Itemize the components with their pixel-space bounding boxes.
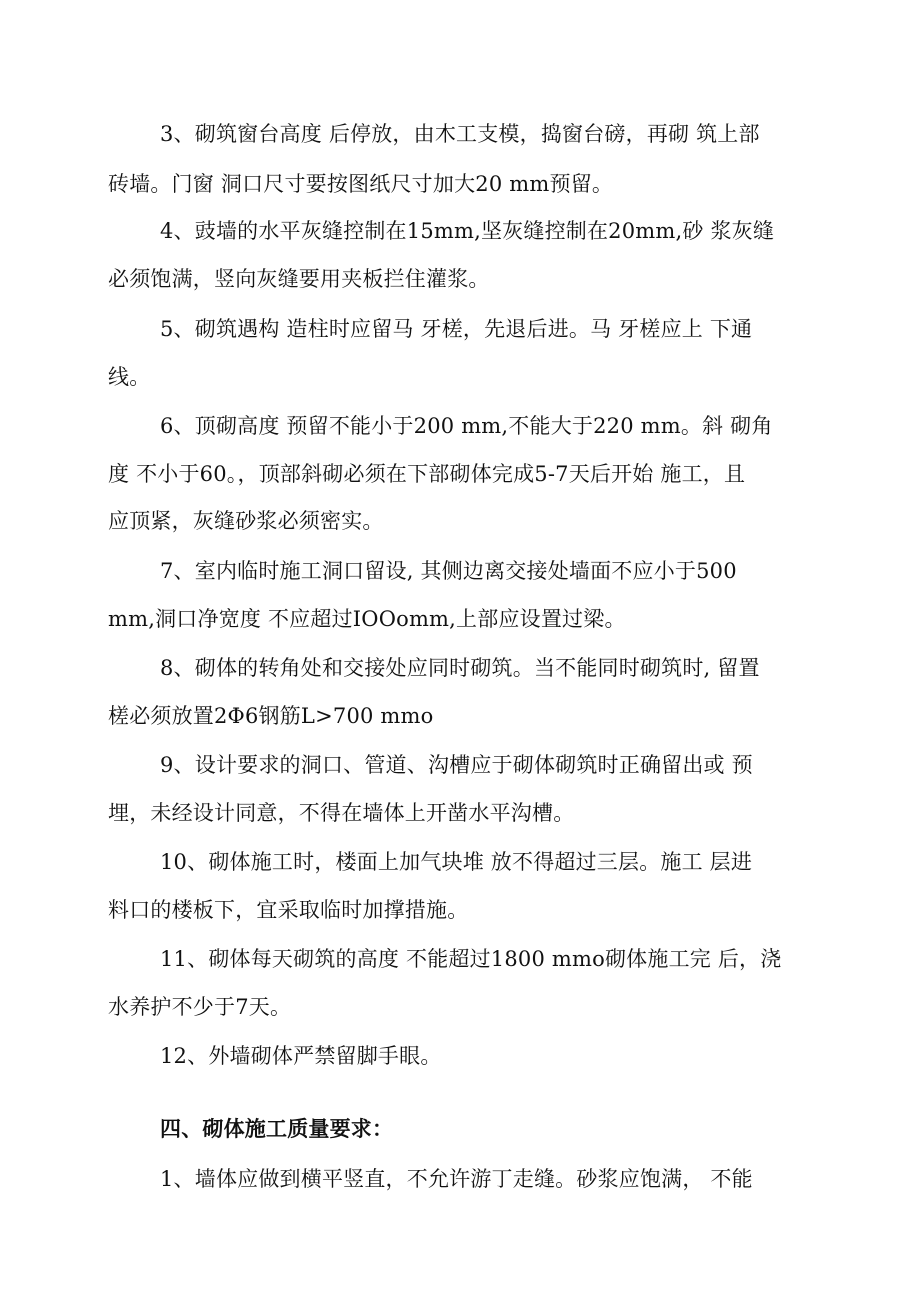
paragraph-line: 11、砌体每天砌筑的高度 不能超过1800 mmo砌体施工完 后，浇 (160, 947, 782, 971)
paragraph-line: 10、砌体施工时，楼面上加气块堆 放不得超过三层。施工 层进 (160, 850, 753, 874)
paragraph-line: 必须饱满，竖向灰缝要用夹板拦住灌浆。 (108, 267, 490, 291)
paragraph-line: 4、豉墙的水平灰缝控制在15mm,坚灰缝控制在20mm,砂 浆灰缝 (160, 219, 775, 243)
paragraph-line: 埋，未经设计同意，不得在墙体上开凿水平沟槽。 (108, 801, 575, 825)
paragraph-line: 水养护不少于7天。 (108, 995, 292, 1019)
paragraph-line: 7、室内临时施工洞口留设, 其侧边离交接处墙面不应小于500 (160, 559, 737, 583)
paragraph-line: 应顶紧，灰缝砂浆必须密实。 (108, 509, 384, 533)
paragraph-line: 9、设计要求的洞口、管道、沟槽应于砌体砌筑时正确留出或 预 (160, 753, 753, 777)
paragraph-line: 1、墙体应做到横平竖直，不允许游丁走缝。砂浆应饱满， 不能 (160, 1167, 753, 1191)
paragraph-line: 料口的楼板下，宜采取临时加撑措施。 (108, 898, 469, 922)
paragraph-line: 度 不小于60。，顶部斜砌必须在下部砌体完成5-7天后开始 施工，且 (108, 462, 746, 486)
paragraph-line: 砖墙。门窗 洞口尺寸要按图纸尺寸加大20 mm预留。 (108, 172, 614, 196)
paragraph-line: 槎必须放置2Φ6钢筋L>700 mmo (108, 704, 434, 728)
section-heading: 四、砌体施工质量要求： (160, 1116, 394, 1141)
paragraph-line: 5、砌筑遇构 造柱时应留马 牙槎，先退后进。马 牙槎应上 下通 (160, 317, 753, 341)
paragraph-line: mm,洞口净宽度 不应超过IOOomm,上部应设置过梁。 (108, 607, 626, 631)
paragraph-line: 8、砌体的转角处和交接处应同时砌筑。当不能同时砌筑时, 留置 (160, 656, 760, 680)
paragraph-line: 6、顶砌高度 预留不能小于200 mm,不能大于220 mm。斜 砌角 (160, 414, 773, 438)
paragraph-line: 12、外墙砌体严禁留脚手眼。 (160, 1044, 442, 1068)
paragraph-line: 线。 (108, 365, 151, 389)
paragraph-line: 3、砌筑窗台高度 后停放，由木工支模，捣窗台磅，再砌 筑上部 (160, 122, 760, 146)
